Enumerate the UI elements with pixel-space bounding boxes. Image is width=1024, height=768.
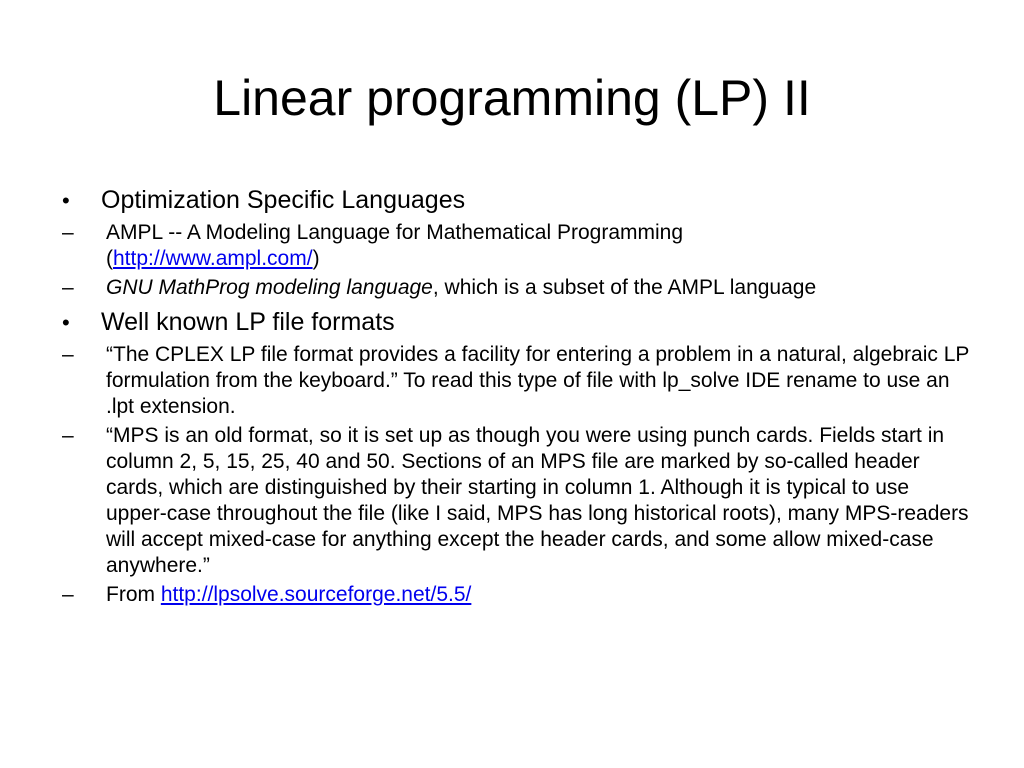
dash-marker: – <box>62 343 74 366</box>
sub-item-text: AMPL -- A Modeling Language for Mathematical Programming <box>106 221 684 244</box>
lpsolve-link[interactable]: http://lpsolve.sourceforge.net/5.5/ <box>160 583 472 606</box>
sub-list-file-formats <box>62 342 972 608</box>
slide-content <box>62 182 972 608</box>
open-paren: ( <box>106 247 113 270</box>
dash-marker: – <box>62 424 74 447</box>
sub-item-ampl <box>62 220 972 272</box>
dash-marker: – <box>62 583 74 606</box>
bullet-text: Well known LP file formats <box>101 308 395 336</box>
ampl-link[interactable]: http://www.ampl.com/ <box>113 247 313 270</box>
bullet-dot: • <box>62 310 70 335</box>
bullet-item-file-formats <box>62 307 972 338</box>
sub-item-text: “The CPLEX LP file format provides a facility for entering a problem in a natural, algebraic LP formulation from the keyboard.” To read this type of file with lp_solve IDE rename to use an .lpt extension. <box>106 343 969 418</box>
sub-item-text: , which is a subset of the AMPL language <box>432 276 817 299</box>
bullet-text: Optimization Specific Languages <box>101 186 466 214</box>
sub-item-cplex <box>62 342 972 420</box>
slide-title: Linear programming (LP) II <box>213 70 811 126</box>
mathprog-italic-text: GNU MathProg modeling language <box>106 276 433 299</box>
dash-marker: – <box>62 276 74 299</box>
bullet-item-languages <box>62 185 972 216</box>
bullet-dot: • <box>62 188 70 213</box>
sub-item-text: “MPS is an old format, so it is set up as though you were using punch cards. Fields start in column 2, 5, 15, 25, 40 and 50. Sections of an MPS file are marked by so-called header cards, which are distinguished by their starting in column 1. Although it is typical to use upper-case throughout the file (like I said, MPS has long historical roots), many MPS-readers will accept mixed-case for anything except the header cards, and some allow mixed-case anywhere.” <box>106 424 969 577</box>
sub-list-languages <box>62 220 972 301</box>
sub-item-source <box>62 582 972 608</box>
sub-item-mps <box>62 423 972 579</box>
sub-item-mathprog <box>62 275 972 301</box>
sub-item-prefix: From <box>106 583 161 606</box>
dash-marker: – <box>62 221 74 244</box>
close-paren: ) <box>312 247 320 270</box>
